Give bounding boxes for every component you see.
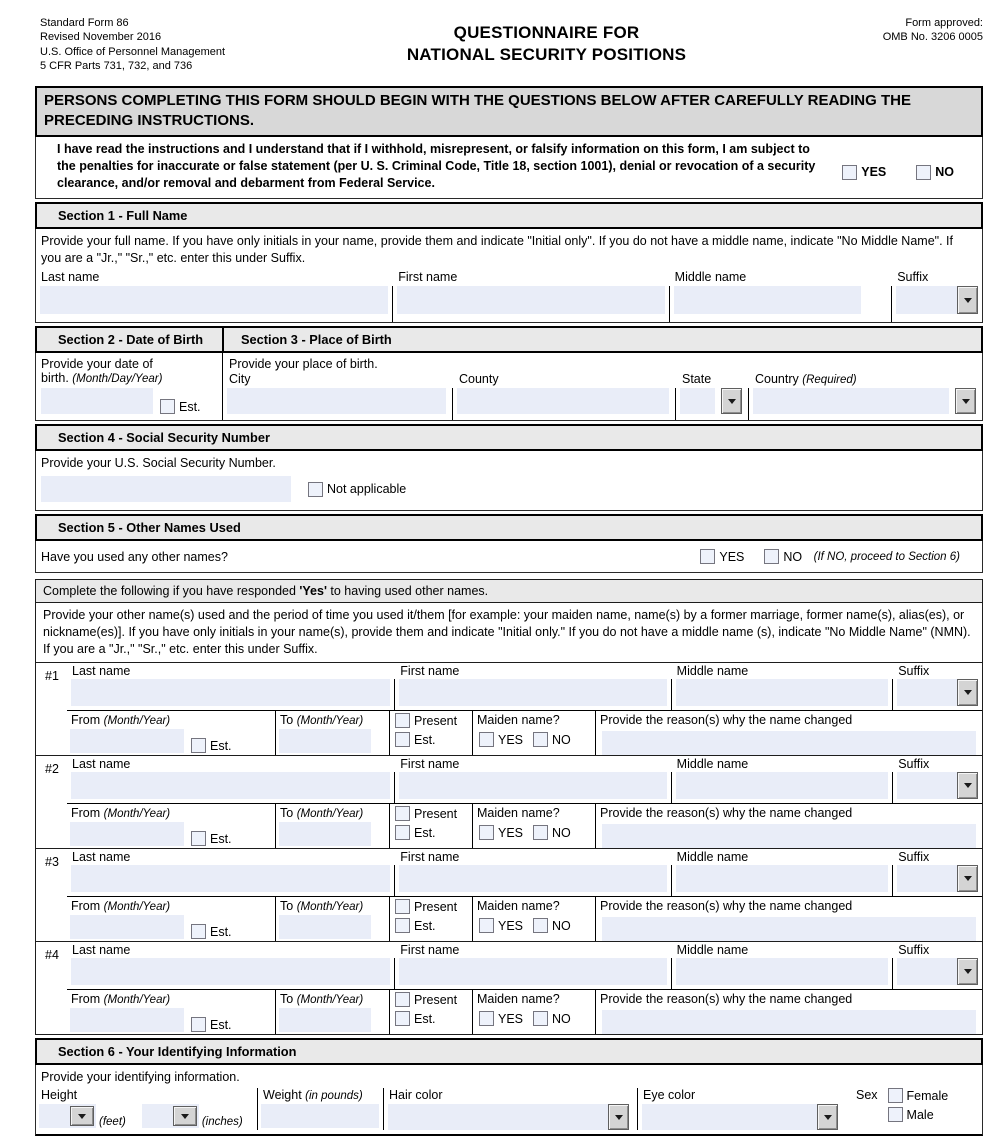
certification-statement [35, 137, 983, 200]
suffix-dropdown[interactable] [897, 679, 978, 706]
section2-header: Section 2 - Date of Birth [37, 328, 224, 351]
form-title [280, 16, 813, 80]
eye-color-dropdown[interactable] [642, 1104, 838, 1130]
entry-name-row [67, 849, 982, 897]
to-label: To (Month/Year) [280, 806, 364, 821]
chevron-down-icon [728, 399, 736, 404]
first-name-input[interactable] [399, 865, 666, 892]
maiden-yes-label: YES [498, 825, 524, 840]
ssn-not-applicable-label: Not applicable [327, 482, 407, 497]
dropdown-button[interactable] [957, 958, 978, 985]
certification-yes-label: YES [861, 165, 887, 180]
identifying-instructions: Provide your identifying information. [41, 1070, 240, 1085]
suffix-input[interactable] [896, 286, 957, 314]
last-name-label: Last name [72, 757, 131, 772]
from-label: From (Month/Year) [71, 713, 171, 728]
from-est-label: Est. [210, 924, 232, 939]
dropdown-button[interactable] [721, 388, 742, 414]
other-name-entry [36, 942, 982, 1034]
from-est-label: Est. [210, 1017, 232, 1032]
suffix-label: Suffix [898, 757, 930, 772]
other-names-instructions: Provide your other name(s) used and the period of time you used it/them [for example: your maiden name, name(s) by a former marriage, former name(s), alias(es), or nickname(es)]. If you have only initials in your name(s), provide them and indicate "Initial only." If you do not have a middle name (s), indicate "No Middle Name" (NMN). If you are a "Jr.," "Sr.," etc. enter this under Suffix. [36, 603, 982, 663]
form-title-line1: QUESTIONNAIRE FOR [453, 23, 640, 42]
suffix-dropdown[interactable] [897, 958, 978, 985]
sex-label: Sex [856, 1088, 878, 1103]
first-name-input[interactable] [399, 679, 666, 706]
first-name-label: First name [400, 757, 460, 772]
section6-body [35, 1065, 983, 1136]
eye-color-label: Eye color [643, 1088, 696, 1103]
section1-header: Section 1 - Full Name [35, 202, 983, 229]
maiden-no-checkbox[interactable] [533, 918, 548, 933]
first-name-label: First name [400, 943, 460, 958]
maiden-no-checkbox[interactable] [533, 1011, 548, 1026]
to-label: To (Month/Year) [280, 713, 364, 728]
chevron-down-icon [824, 1115, 832, 1120]
section4-header: Section 4 - Social Security Number [35, 424, 983, 451]
first-name-input[interactable] [399, 958, 666, 985]
section4-body [35, 451, 983, 511]
entry-period-row [67, 804, 982, 848]
dropdown-button[interactable] [817, 1104, 838, 1130]
maiden-name-label: Maiden name? [477, 992, 560, 1007]
suffix-label: Suffix [898, 664, 930, 679]
chevron-down-icon [615, 1115, 623, 1120]
reason-label: Provide the reason(s) why the name changed [600, 992, 853, 1007]
suffix-input[interactable] [897, 679, 957, 706]
last-name-label: Last name [41, 270, 100, 285]
feet-hint: (feet) [99, 1116, 126, 1129]
instructions-banner: PERSONS COMPLETING THIS FORM SHOULD BEGIN WITH THE QUESTIONS BELOW AFTER CAREFULLY READING THE PRECEDING INSTRUCTIONS. [35, 86, 983, 137]
maiden-no-checkbox[interactable] [533, 732, 548, 747]
entry-number: #4 [45, 948, 59, 963]
section6-header: Section 6 - Your Identifying Information [35, 1038, 983, 1065]
other-names-no-hint: (If NO, proceed to Section 6) [813, 550, 960, 563]
middle-name-label: Middle name [676, 664, 749, 679]
to-date-input[interactable] [279, 1008, 371, 1032]
reason-label: Provide the reason(s) why the name changed [600, 806, 853, 821]
entry-name-row [67, 942, 982, 990]
present-checkbox[interactable] [395, 899, 410, 914]
last-name-label: Last name [72, 850, 131, 865]
last-name-input[interactable] [71, 772, 390, 799]
from-date-input[interactable] [70, 729, 184, 753]
middle-name-label: Middle name [676, 943, 749, 958]
eye-color-input[interactable] [642, 1104, 817, 1130]
maiden-yes-label: YES [498, 1011, 524, 1026]
form-id-line: U.S. Office of Personnel Management [40, 45, 226, 58]
other-names-entries [36, 663, 982, 1034]
certification-yes-checkbox[interactable] [842, 165, 857, 180]
reason-input[interactable] [602, 917, 976, 941]
state-input[interactable] [680, 388, 715, 414]
middle-name-label: Middle name [674, 270, 747, 285]
country-dropdown[interactable] [753, 388, 976, 414]
reason-label: Provide the reason(s) why the name changed [600, 899, 853, 914]
to-est-checkbox[interactable] [395, 1011, 410, 1026]
other-name-entry [36, 849, 982, 942]
sex-male-checkbox[interactable] [888, 1107, 903, 1122]
city-input[interactable] [227, 388, 446, 414]
present-label: Present [414, 806, 458, 821]
to-est-label: Est. [414, 1011, 436, 1026]
pob-instructions: Provide your place of birth. [229, 357, 378, 372]
hair-color-dropdown[interactable] [388, 1104, 629, 1130]
certification-no-checkbox[interactable] [916, 165, 931, 180]
hair-color-label: Hair color [389, 1088, 443, 1103]
suffix-input[interactable] [897, 865, 957, 892]
last-name-label: Last name [72, 664, 131, 679]
dropdown-button[interactable] [173, 1106, 197, 1126]
first-name-label: First name [398, 270, 458, 285]
to-label: To (Month/Year) [280, 899, 364, 914]
from-est-label: Est. [210, 831, 232, 846]
present-checkbox[interactable] [395, 806, 410, 821]
from-est-label: Est. [210, 738, 232, 753]
maiden-name-label: Maiden name? [477, 899, 560, 914]
country-label: Country (Required) [755, 372, 857, 387]
maiden-yes-label: YES [498, 918, 524, 933]
height-feet-dropdown[interactable] [39, 1104, 96, 1128]
other-name-entry [36, 663, 982, 756]
from-date-input[interactable] [70, 822, 184, 846]
present-checkbox[interactable] [395, 992, 410, 1007]
sex-male-label: Male [906, 1107, 934, 1122]
to-date-input[interactable] [279, 915, 371, 939]
omb-number: OMB No. 3206 0005 [882, 31, 983, 44]
ssn-not-applicable-checkbox[interactable] [308, 482, 323, 497]
from-est-checkbox[interactable] [191, 1017, 206, 1032]
from-label: From (Month/Year) [71, 899, 171, 914]
height-label: Height [41, 1088, 78, 1103]
maiden-no-label: NO [552, 732, 571, 747]
chevron-down-icon [962, 399, 970, 404]
section2-body [36, 353, 223, 420]
suffix-dropdown[interactable] [896, 286, 978, 314]
reason-input[interactable] [602, 824, 976, 848]
to-est-label: Est. [414, 825, 436, 840]
first-name-input[interactable] [397, 286, 664, 314]
dropdown-button[interactable] [955, 388, 976, 414]
middle-name-input[interactable] [676, 958, 889, 985]
sex-female-checkbox[interactable] [888, 1088, 903, 1103]
entry-period-row [67, 990, 982, 1034]
other-name-entry [36, 756, 982, 849]
from-date-input[interactable] [70, 1008, 184, 1032]
to-est-checkbox[interactable] [395, 732, 410, 747]
maiden-no-label: NO [552, 825, 571, 840]
chevron-down-icon [964, 783, 972, 788]
section3-header: Section 3 - Place of Birth [241, 332, 392, 348]
other-names-no-label: NO [783, 549, 803, 564]
from-est-checkbox[interactable] [191, 738, 206, 753]
entry-period-row [67, 711, 982, 755]
from-est-checkbox[interactable] [191, 924, 206, 939]
middle-name-input[interactable] [676, 679, 889, 706]
chevron-down-icon [964, 969, 972, 974]
chevron-down-icon [78, 1114, 86, 1119]
present-label: Present [414, 713, 458, 728]
maiden-yes-checkbox[interactable] [479, 732, 494, 747]
last-name-input[interactable] [71, 679, 390, 706]
chevron-down-icon [964, 690, 972, 695]
other-names-yes-label: YES [719, 549, 745, 564]
to-date-input[interactable] [279, 729, 371, 753]
dob-est-label: Est. [179, 399, 201, 414]
reason-input[interactable] [602, 731, 976, 755]
entry-name-row [67, 756, 982, 804]
section1-body [35, 229, 983, 323]
maiden-yes-label: YES [498, 732, 524, 747]
form-id-line: Revised November 2016 [40, 31, 162, 44]
maiden-name-label: Maiden name? [477, 806, 560, 821]
from-est-checkbox[interactable] [191, 831, 206, 846]
certification-text: I have read the instructions and I understand that if I withhold, misrepresent, or falsify information on this form, I am subject to the penalties for inaccurate or false statement (per U. S. Criminal Code, Title 18, section 1001), denial or revocation of a security clearance, and/or removal and debarment from Federal Service. [57, 141, 816, 191]
form-approved-label: Form approved: [905, 17, 983, 29]
state-label: State [682, 372, 712, 387]
dropdown-button[interactable] [70, 1106, 94, 1126]
county-label: County [459, 372, 499, 387]
to-est-checkbox[interactable] [395, 825, 410, 840]
last-name-input[interactable] [71, 958, 390, 985]
dob-input[interactable] [41, 388, 153, 414]
last-name-label: Last name [72, 943, 131, 958]
suffix-label: Suffix [897, 270, 929, 285]
entry-name-row [67, 663, 982, 711]
section5-question-row [35, 541, 983, 573]
to-label: To (Month/Year) [280, 992, 364, 1007]
form-header [0, 0, 1005, 86]
to-est-label: Est. [414, 918, 436, 933]
other-names-yes-checkbox[interactable] [700, 549, 715, 564]
section1-instructions: Provide your full name. If you have only initials in your name, provide them and indicate "Initial only". If you do not have a middle name, indicate "No Middle Name". If you are a "Jr.," "Sr.," etc. enter this under Suffix. [41, 234, 953, 266]
chevron-down-icon [964, 298, 972, 303]
country-input[interactable] [753, 388, 949, 414]
height-inches-dropdown[interactable] [142, 1104, 199, 1128]
hair-color-input[interactable] [388, 1104, 608, 1130]
dropdown-button[interactable] [957, 286, 978, 314]
maiden-no-checkbox[interactable] [533, 825, 548, 840]
suffix-input[interactable] [897, 958, 957, 985]
form-id-line: 5 CFR Parts 731, 732, and 736 [40, 59, 193, 72]
maiden-no-label: NO [552, 918, 571, 933]
middle-name-label: Middle name [676, 850, 749, 865]
weight-label: Weight (in pounds) [263, 1088, 363, 1103]
entry-number: #3 [45, 855, 59, 870]
present-label: Present [414, 992, 458, 1007]
to-est-checkbox[interactable] [395, 918, 410, 933]
from-label: From (Month/Year) [71, 806, 171, 821]
entry-number: #2 [45, 762, 59, 777]
complete-if-yes-bar: Complete the following if you have responded 'Yes' to having used other names. [36, 580, 982, 603]
suffix-dropdown[interactable] [897, 772, 978, 799]
maiden-name-label: Maiden name? [477, 713, 560, 728]
to-date-input[interactable] [279, 822, 371, 846]
entry-period-row [67, 897, 982, 941]
first-name-input[interactable] [399, 772, 666, 799]
reason-label: Provide the reason(s) why the name changed [600, 713, 853, 728]
weight-input[interactable] [261, 1104, 379, 1128]
section2-3-body [35, 353, 983, 421]
maiden-yes-checkbox[interactable] [479, 918, 494, 933]
dob-est-checkbox[interactable] [160, 399, 175, 414]
entry-number: #1 [45, 669, 59, 684]
maiden-yes-checkbox[interactable] [479, 825, 494, 840]
dropdown-button[interactable] [957, 865, 978, 892]
section2-3-header [35, 326, 983, 353]
other-names-detail-box [35, 579, 983, 1035]
other-names-no-checkbox[interactable] [764, 549, 779, 564]
from-date-input[interactable] [70, 915, 184, 939]
form-identification [40, 16, 280, 80]
middle-name-label: Middle name [676, 757, 749, 772]
chevron-down-icon [964, 876, 972, 881]
section3-body [223, 353, 982, 420]
dob-format-hint: (Month/Day/Year) [72, 373, 163, 386]
county-input[interactable] [457, 388, 669, 414]
maiden-yes-checkbox[interactable] [479, 1011, 494, 1026]
chevron-down-icon [181, 1114, 189, 1119]
last-name-input[interactable] [40, 286, 388, 314]
middle-name-input[interactable] [676, 865, 889, 892]
middle-name-input[interactable] [674, 286, 862, 314]
ssn-input[interactable] [41, 476, 291, 502]
sex-female-label: Female [906, 1088, 949, 1103]
first-name-label: First name [400, 664, 460, 679]
suffix-label: Suffix [898, 943, 930, 958]
present-checkbox[interactable] [395, 713, 410, 728]
dropdown-button[interactable] [957, 679, 978, 706]
other-names-question: Have you used any other names? [41, 549, 228, 564]
suffix-label: Suffix [898, 850, 930, 865]
dropdown-button[interactable] [608, 1104, 629, 1130]
present-label: Present [414, 899, 458, 914]
form-approval [813, 16, 983, 80]
form-id-line: Standard Form 86 [40, 17, 129, 29]
city-label: City [229, 372, 251, 387]
suffix-input[interactable] [897, 772, 957, 799]
dob-instructions: Provide your date of birth. (Month/Day/Year) [41, 357, 163, 386]
form-title-line2: NATIONAL SECURITY POSITIONS [406, 45, 687, 65]
to-est-label: Est. [414, 732, 436, 747]
ssn-instructions: Provide your U.S. Social Security Number. [41, 456, 276, 471]
suffix-dropdown[interactable] [897, 865, 978, 892]
last-name-input[interactable] [71, 865, 390, 892]
certification-no-label: NO [935, 165, 954, 180]
dropdown-button[interactable] [957, 772, 978, 799]
maiden-no-label: NO [552, 1011, 571, 1026]
first-name-label: First name [400, 850, 460, 865]
middle-name-input[interactable] [676, 772, 889, 799]
section5-header: Section 5 - Other Names Used [35, 514, 983, 541]
inches-hint: (inches) [201, 1116, 243, 1129]
reason-input[interactable] [602, 1010, 976, 1034]
state-dropdown[interactable] [680, 388, 742, 414]
from-label: From (Month/Year) [71, 992, 171, 1007]
